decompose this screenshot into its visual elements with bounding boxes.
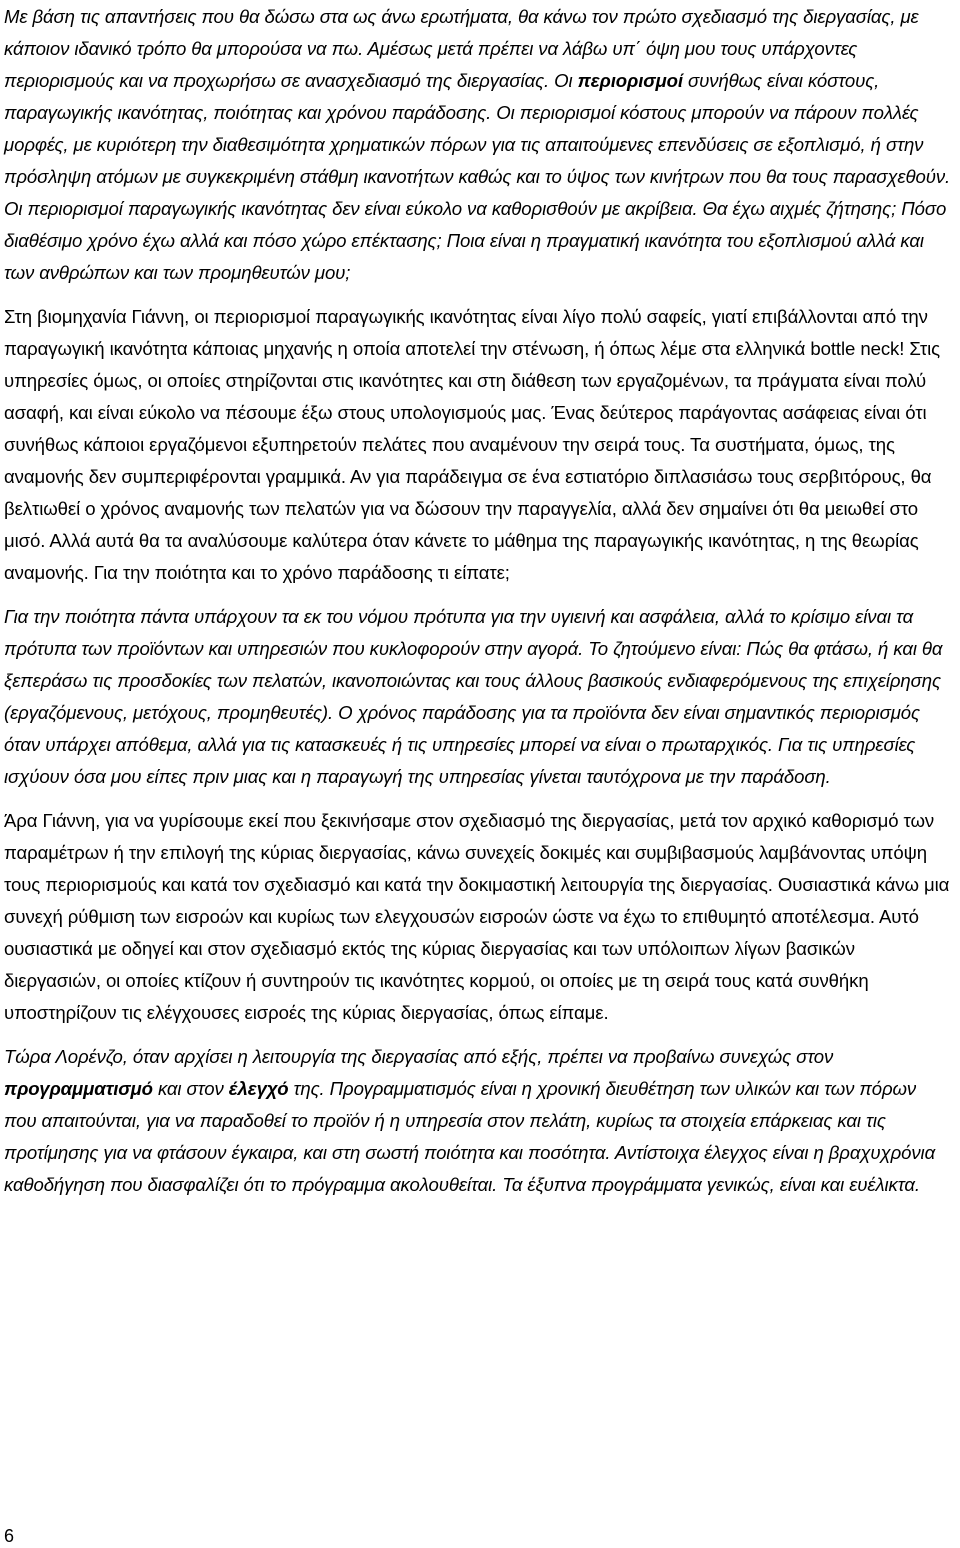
page-number: 6 — [4, 1526, 15, 1546]
paragraph-1-text-end: συνήθως είναι κόστους, παραγωγικής ικανότητας, ποιότητας και χρόνου παράδοσης. Οι περιορισμοί κόστους μπορούν να πάρουν πολλές μορφές, με κυριότερη την διαθεσιμότητα χρηματικών πόρων για τις απαιτούμενες επενδύσεις σε εξοπλισμό, ή στην πρόσληψη ατόμων με συγκεκριμένη στάθμη ικανοτήτων καθώς και το ύψος των κινήτρων που θα τους παρασχεθούν. Οι περιορισμοί παραγωγικής ικανότητας δεν είναι εύκολο να καθορισθούν με ακρίβεια. Θα έχω αιχμές ζήτησης; Πόσο διαθέσιμο χρόνο έχω αλλά και πόσο χώρο επέκτασης; Ποια είναι η πραγματική ικανότητα του εξοπλισμού αλλά και των ανθρώπων και των προμηθευτών μου; — [4, 70, 951, 283]
paragraph-scheduling-control — [4, 1041, 952, 1201]
paragraph-constraints-intro — [4, 0, 952, 289]
paragraph-5-text-mid: και στον — [152, 1078, 229, 1099]
term-constraints-bold: περιορισμοί — [577, 70, 683, 91]
paragraph-capacity-constraints: Στη βιομηχανία Γιάννη, οι περιορισμοί παραγωγικής ικανότητας είναι λίγο πολύ σαφείς, γιατί επιβάλλονται από την παραγωγική ικανότητα κάποιας μηχανής η οποία αποτελεί την στένωση, ή όπως λέμε στα ελληνικά bottle neck! Στις υπηρεσίες όμως, οι οποίες στηρίζονται στις ικανότητες και στη διάθεση των εργαζομένων, τα πράγματα είναι πολύ ασαφή, και είναι εύκολο να πέσουμε έξω στους υπολογισμούς μας. Ένας δεύτερος παράγοντας ασάφειας είναι ότι συνήθως κάποιοι εργαζόμενοι εξυπηρετούν πελάτες που αναμένουν την σειρά τους. Τα συστήματα, όμως, της αναμονής δεν συμπεριφέρονται γραμμικά. Αν για παράδειγμα σε ένα εστιατόριο διπλασιάσω τους σερβιτόρους, θα βελτιωθεί ο χρόνος αναμονής των πελατών για να δώσουν την παραγγελία, αλλά δεν σημαίνει ότι θα μειωθεί στο μισό. Αλλά αυτά θα τα αναλύσουμε καλύτερα όταν κάνετε το μάθημα της παραγωγικής ικανότητας, η της θεωρίας αναμονής. Για την ποιότητα και το χρόνο παράδοσης τι είπατε; — [4, 306, 940, 583]
term-scheduling-bold: προγραμματισμό — [4, 1078, 153, 1099]
paragraph-process-design-summary: Άρα Γιάννη, για να γυρίσουμε εκεί που ξεκινήσαμε στον σχεδιασμό της διεργασίας, μετά τον αρχικό καθορισμό των παραμέτρων ή την επιλογή της κύριας διεργασίας, κάνω συνεχείς δοκιμές και συμβιβασμούς λαμβάνοντας υπόψη τους περιορισμούς και κατά τον σχεδιασμό και κατά την δοκιμαστική λειτουργία της διεργασίας. Ουσιαστικά κάνω μια συνεχή ρύθμιση των εισροών και κυρίως των ελεγχουσών εισροών ώστε να έχω το επιθυμητό αποτέλεσμα. Αυτό ουσιαστικά με οδηγεί και στον σχεδιασμό εκτός της κύριας διεργασίας και των υπόλοιπων λίγων βασικών διεργασιών, οι οποίες κτίζουν ή συντηρούν τις ικανότητες κορμού, οι οποίες με τη σειρά τους κατά συνθήκη υποστηρίζουν τις ελέγχουσες εισροές της κύριας διεργασίας, όπως είπαμε. — [4, 810, 950, 1023]
paragraph-1-text-start: Με βάση τις απαντήσεις που θα δώσω στα ως άνω ερωτήματα, θα κάνω τον πρώτο σχεδιασμό της διεργασίας, με κάποιον ιδανικό τρόπο θα μπορούσα να πω. Αμέσως μετά πρέπει να λάβω υπ΄ όψη μου τους υπάρχοντες περιορισμούς και να προχωρήσω σε ανασχεδιασμό της διεργασίας. Οι — [4, 6, 919, 91]
document-page — [4, 0, 952, 1201]
paragraph-quality-delivery: Για την ποιότητα πάντα υπάρχουν τα εκ του νόμου πρότυπα για την υγιεινή και ασφάλεια, αλλά το κρίσιμο είναι τα πρότυπα των προϊόντων και υπηρεσιών που κυκλοφορούν στην αγορά. Το ζητούμενο είναι: Πώς θα φτάσω, ή και θα ξεπεράσω τις προσδοκίες των πελατών, ικανοποιώντας και τους άλλους βασικούς ενδιαφερόμενους της επιχείρησης (εργαζόμενους, μετόχους, προμηθευτές). Ο χρόνος παράδοσης για τα προϊόντα δεν είναι σημαντικός περιορισμός όταν υπάρχει απόθεμα, αλλά για τις κατασκευές ή τις υπηρεσίες μπορεί να είναι ο πρωταρχικός. Για τις υπηρεσίες ισχύουν όσα μου είπες πριν μιας και η παραγωγή της υπηρεσίας γίνεται ταυτόχρονα με την παράδοση. — [4, 606, 943, 787]
term-control-bold: έλεγχό — [228, 1078, 289, 1099]
paragraph-5-text-end: της. Προγραμματισμός είναι η χρονική διευθέτηση των υλικών και των πόρων που απαιτούνται, για να παραδοθεί το προϊόν ή η υπηρεσία στον πελάτη, κυρίως τα στοιχεία επάρκειας και τις προτίμησης για να φτάσουν έγκαιρα, και στη σωστή ποιότητα και ποσότητα. Αντίστοιχα έλεγχος είναι η βραχυχρόνια καθοδήγηση που διασφαλίζει ότι το πρόγραμμα ακολουθείται. Τα έξυπνα προγράμματα γενικώς, είναι και ευέλικτα. — [4, 1078, 936, 1195]
paragraph-5-text-start: Τώρα Λορένζο, όταν αρχίσει η λειτουργία της διεργασίας από εξής, πρέπει να προβαίνω συνεχώς στον — [4, 1046, 834, 1067]
